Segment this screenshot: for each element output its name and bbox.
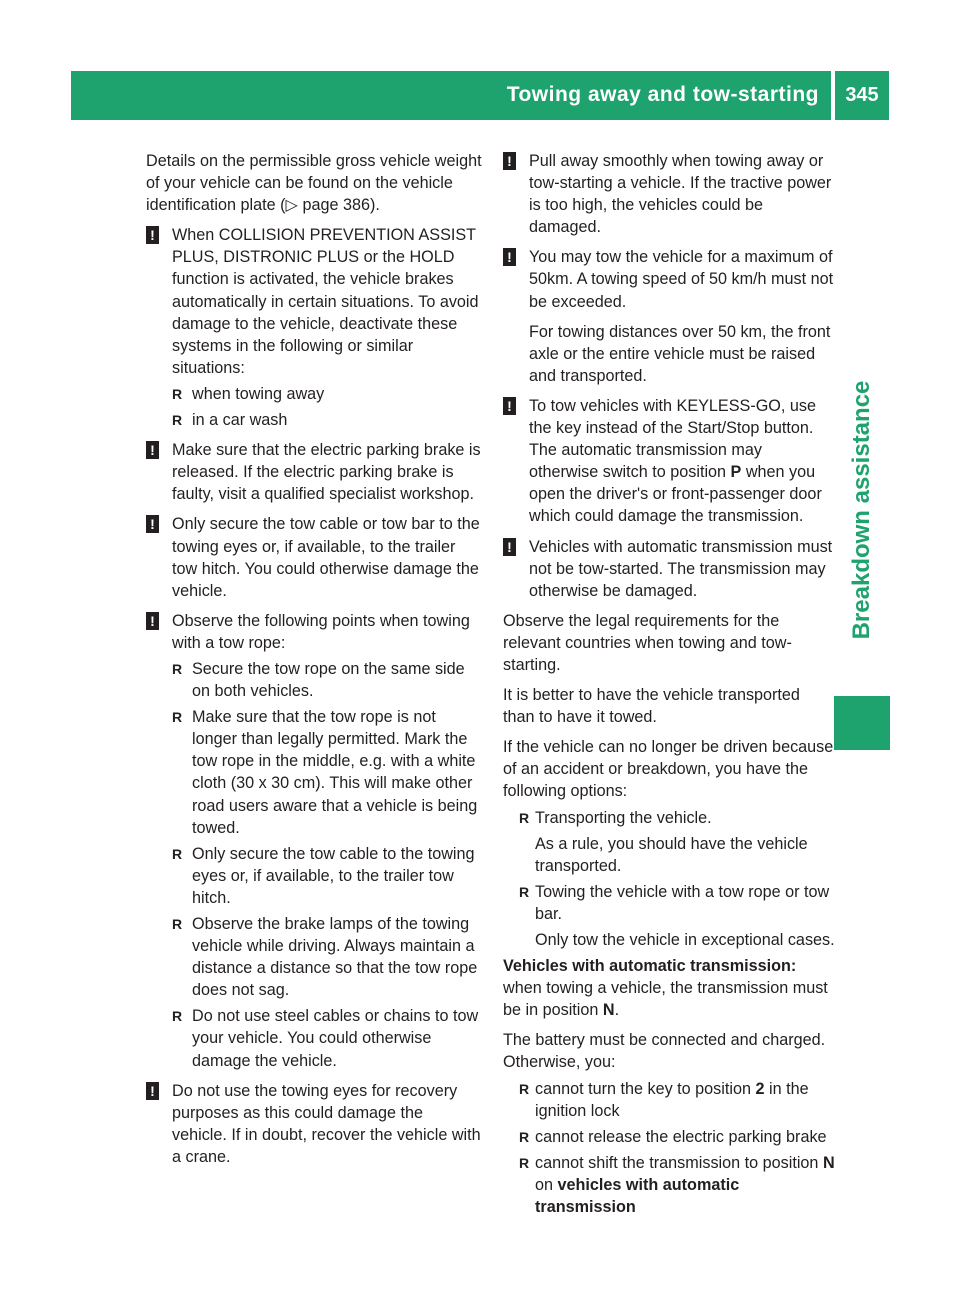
section-tab	[834, 696, 890, 750]
list-item: R Transporting the vehicle. As a rule, you should have the vehicle transported.	[519, 807, 835, 877]
list-item: R cannot release the electric parking brake	[519, 1126, 835, 1148]
warning-icon: !	[503, 152, 516, 170]
list-item: R Towing the vehicle with a tow rope or tow bar. Only tow the vehicle in exceptional cases.	[519, 881, 835, 951]
warning-keyless-go: ! To tow vehicles with KEYLESS-GO, use the key instead of the Start/Stop button. The automatic transmission may otherwise switch to position P when you open the driver's or front-passenger door which could damage the transmission.	[503, 395, 835, 528]
warning-icon: !	[503, 538, 516, 556]
warning-tow-rope: ! Observe the following points when towing with a tow rope: R Secure the tow rope on the same side on both vehicles. R Make sure that the tow rope is not longer than legally permitted. Mark the tow rope in the middle, e.g. with a white cloth (30 x 30 cm). This will make other road users aware that a vehicle is being towed. R Only secure the tow cable to the towing eyes or, if available, to the trailer tow hitch. R Observe the brake lamps of the towing vehicle while driving. Always maintain a distance a distance so that the tow rope does not sag. R Do not use steel cables or chains to tow your vehicle. You could otherwise damage the vehicle.	[146, 610, 482, 1072]
warning-tow-cable: ! Only secure the tow cable or tow bar to the towing eyes or, if available, to the trailer tow hitch. You could otherwise damage the vehicle.	[146, 513, 482, 601]
section-label: Breakdown assistance	[848, 380, 875, 640]
intro-paragraph: Details on the permissible gross vehicle weight of your vehicle can be found on the vehicle identification plate (▷ page 386).	[146, 152, 482, 215]
list-item: R in a car wash	[172, 409, 482, 431]
warning-parking-brake: ! Make sure that the electric parking brake is released. If the electric parking brake is faulty, visit a qualified specialist workshop.	[146, 439, 482, 505]
warning-icon: !	[146, 1082, 159, 1100]
warning-pull-away: ! Pull away smoothly when towing away or tow-starting a vehicle. If the tractive power is too high, the vehicles could be damaged.	[503, 150, 835, 238]
paragraph: It is better to have the vehicle transported than to have it towed.	[503, 686, 800, 727]
list-item: R Observe the brake lamps of the towing vehicle while driving. Always maintain a distance a distance so that the tow rope does not sag.	[172, 913, 482, 1001]
paragraph: If the vehicle can no longer be driven because of an accident or breakdown, you have the following options:	[503, 738, 834, 801]
page-number: 345	[845, 84, 879, 106]
warning-towing-eyes: ! Do not use the towing eyes for recovery purposes as this could damage the vehicle. If in doubt, recover the vehicle with a crane.	[146, 1080, 482, 1168]
warning-icon: !	[503, 397, 516, 415]
list-item: R Secure the tow rope on the same side on both vehicles.	[172, 658, 482, 702]
page-title: Towing away and tow-starting	[506, 83, 819, 106]
list-item: R cannot turn the key to position 2 in the ignition lock	[519, 1078, 835, 1122]
gear-position: N	[602, 1001, 615, 1020]
warning-collision-prevention: ! When COLLISION PREVENTION ASSIST PLUS, DISTRONIC PLUS or the HOLD function is activated, the vehicle brakes automatically in certain situations. To avoid damage to the vehicle, deactivate these systems in the following or similar situations: R when towing away R in a car wash	[146, 224, 482, 431]
paragraph: when towing a vehicle, the transmission must be in position N.	[503, 979, 828, 1020]
paragraph: Observe the legal requirements for the relevant countries when towing and tow-starting.	[503, 611, 792, 674]
list-item: R Make sure that the tow rope is not longer than legally permitted. Mark the tow rope in the middle, e.g. with a white cloth (30 x 30 cm). This will make other road users aware that a vehicle is being towed.	[172, 706, 482, 839]
warning-max-distance: ! You may tow the vehicle for a maximum of 50km. A towing speed of 50 km/h must not be exceeded. For towing distances over 50 km, the front axle or the entire vehicle must be raised and transported.	[503, 246, 835, 387]
warning-subparagraph: For towing distances over 50 km, the front axle or the entire vehicle must be raised and transported.	[529, 322, 831, 385]
paragraph: The battery must be connected and charged. Otherwise, you:	[503, 1031, 826, 1072]
left-column	[146, 150, 482, 1176]
warning-icon: !	[146, 612, 159, 630]
warning-icon: !	[503, 248, 516, 266]
section-label-wrap	[834, 330, 890, 690]
gear-position: 2	[755, 1079, 765, 1098]
page-number-box	[835, 71, 889, 120]
warning-icon: !	[146, 441, 159, 459]
right-column	[503, 150, 835, 1222]
page-reference-link[interactable]: page 386	[302, 196, 370, 215]
list-item: R Do not use steel cables or chains to tow your vehicle. You could otherwise damage the vehicle.	[172, 1005, 482, 1071]
header-bar	[71, 71, 831, 120]
warning-tow-start: ! Vehicles with automatic transmission must not be tow-started. The transmission may otherwise be damaged.	[503, 536, 835, 602]
warning-icon: !	[146, 515, 159, 533]
gear-position: N	[822, 1153, 835, 1172]
list-item: R cannot shift the transmission to position N on vehicles with automatic transmission	[519, 1152, 835, 1218]
list-item: R Only secure the tow cable to the towing eyes or, if available, to the trailer tow hitch.	[172, 843, 482, 909]
gear-position: P	[730, 463, 742, 482]
section-heading: Vehicles with automatic transmission:	[503, 957, 797, 976]
list-item: R when towing away	[172, 383, 482, 405]
warning-icon: !	[146, 226, 159, 244]
